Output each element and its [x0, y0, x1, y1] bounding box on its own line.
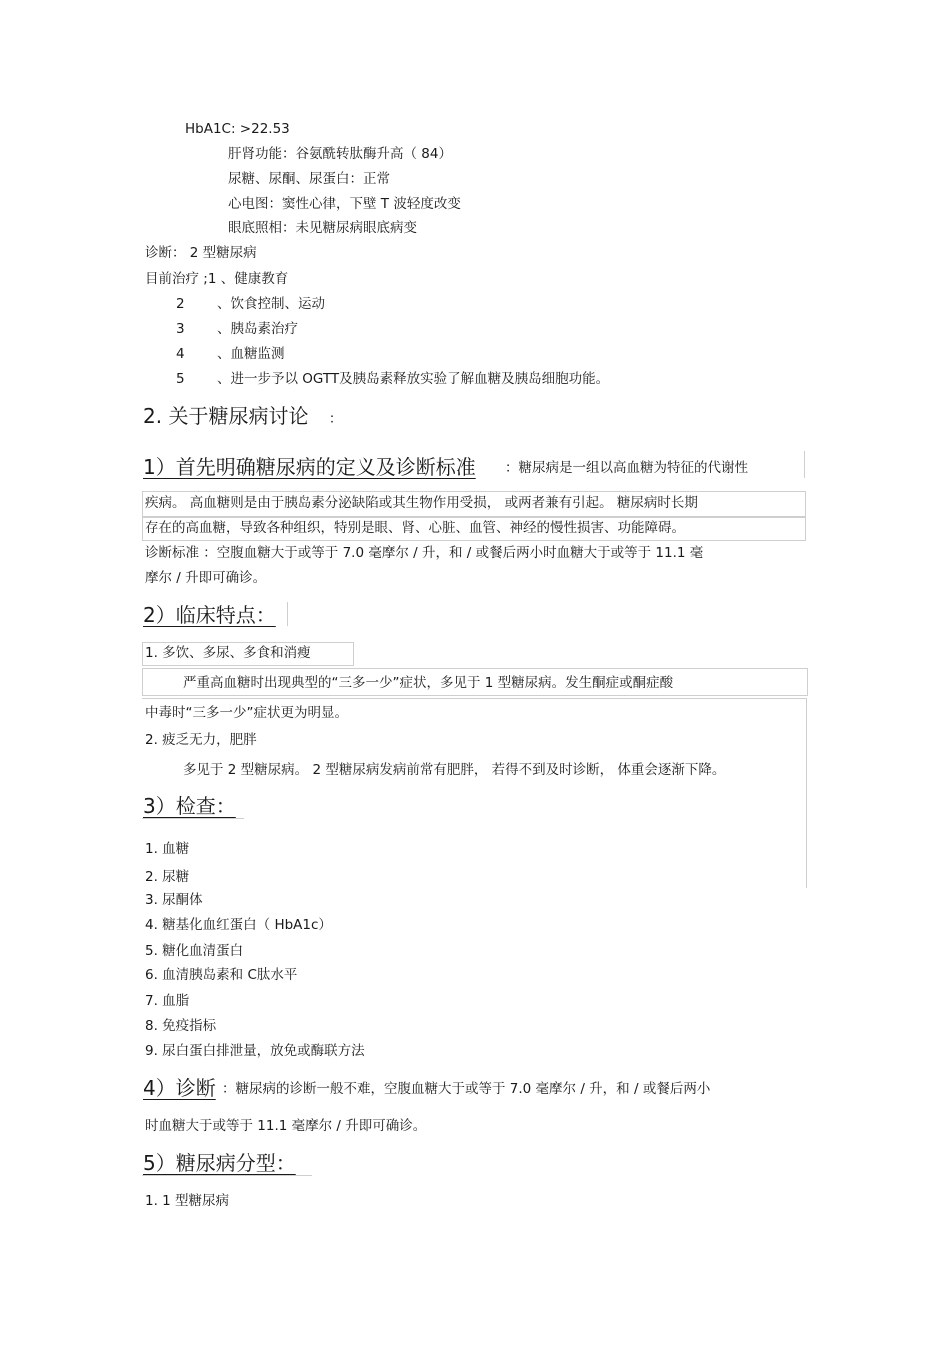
- treatment-text: 、进一步予以 OGTT及胰岛素释放实验了解血糖及胰岛细胞功能。: [217, 371, 610, 387]
- section-title-text: 2. 关于糖尿病讨论: [143, 404, 309, 428]
- subsection-title-definition: 1）首先明确糖尿病的定义及诊断标准: [143, 455, 476, 479]
- table-border: [142, 818, 244, 819]
- list-item: 7. 血脂: [145, 993, 190, 1009]
- list-item: 1. 1 型糖尿病: [145, 1193, 230, 1209]
- treatment-text: 、胰岛素治疗: [217, 321, 298, 337]
- list-item: 1. 血糖: [145, 841, 190, 857]
- diagnostic-criteria-line: 摩尔 / 升即可确诊。: [145, 570, 267, 586]
- subsection-title-clinical: 2）临床特点：: [143, 603, 276, 627]
- table-border: [287, 602, 288, 626]
- section-title-colon: ：: [328, 411, 343, 427]
- table-border: [806, 698, 807, 888]
- subsection-title-diagnosis: 4）诊断: [143, 1076, 216, 1100]
- lab-fundus: 眼底照相：未见糖尿病眼底病变: [228, 220, 417, 236]
- definition-line: 疾病。 高血糖则是由于胰岛素分泌缺陷或其生物作用受损， 或两者兼有引起。 糖尿病时长期: [145, 495, 698, 511]
- lab-hba1c: HbA1C: >22.53: [185, 121, 290, 137]
- list-item: 6. 血清胰岛素和 C肽水平: [145, 967, 298, 983]
- definition-line: 存在的高血糖，导致各种组织，特别是眼、肾、心脏、血管、神经的慢性损害、功能障碍。: [145, 520, 685, 536]
- subsection-title-exam: 3）检查：: [143, 794, 236, 818]
- treatment-intro: 目前治疗 ;1 、健康教育: [145, 271, 289, 287]
- treatment-num: 4: [176, 346, 185, 362]
- clinical-item: 1. 多饮、多尿、多食和消瘦: [145, 645, 311, 661]
- treatment-text: 、血糖监测: [217, 346, 285, 362]
- diagnosis-line: 诊断： 2 型糖尿病: [145, 245, 257, 261]
- treatment-text: 、饮食控制、运动: [217, 296, 325, 312]
- list-item: 3. 尿酮体: [145, 892, 203, 908]
- diagnosis-text: 时血糖大于或等于 11.1 毫摩尔 / 升即可确诊。: [145, 1118, 427, 1134]
- lab-liver-kidney: 肝肾功能：谷氨酰转肽酶升高（ 84）: [228, 146, 452, 162]
- table-border: [142, 1175, 312, 1176]
- lab-ecg: 心电图：窦性心律，下壁 T 波轻度改变: [228, 196, 461, 212]
- lab-urine: 尿糖、尿酮、尿蛋白：正常: [228, 171, 390, 187]
- diagnosis-text: ：糖尿病的诊断一般不难，空腹血糖大于或等于 7.0 毫摩尔 / 升，和 / 或餐后两小: [222, 1081, 711, 1097]
- list-item: 2. 尿糖: [145, 869, 190, 885]
- list-item: 5. 糖化血清蛋白: [145, 943, 244, 959]
- section-title: [143, 403, 342, 432]
- clinical-item: 2. 疲乏无力，肥胖: [145, 732, 257, 748]
- clinical-text: 多见于 2 型糖尿病。 2 型糖尿病发病前常有肥胖， 若得不到及时诊断， 体重会逐渐下降。: [183, 762, 726, 778]
- treatment-num: 2: [176, 296, 185, 312]
- diagnostic-criteria-line: 诊断标准 ：空腹血糖大于或等于 7.0 毫摩尔 / 升，和 / 或餐后两小时血糖大于或等于 11.1 毫: [145, 545, 704, 561]
- definition-lead: ：糖尿病是一组以高血糖为特征的代谢性: [505, 460, 748, 476]
- treatment-num: 3: [176, 321, 185, 337]
- clinical-text: 严重高血糖时出现典型的“三多一少”症状，多见于 1 型糖尿病。发生酮症或酮症酸: [183, 675, 674, 691]
- clinical-text: 中毒时“三多一少”症状更为明显。: [145, 705, 348, 721]
- subsection-title-types: 5）糖尿病分型：: [143, 1151, 296, 1175]
- list-item: 8. 免疫指标: [145, 1018, 217, 1034]
- list-item: 9. 尿白蛋白排泄量，放免或酶联方法: [145, 1043, 365, 1059]
- table-border: [804, 451, 805, 478]
- table-border: [142, 698, 806, 699]
- list-item: 4. 糖基化血红蛋白（ HbA1c）: [145, 917, 332, 933]
- treatment-num: 5: [176, 371, 185, 387]
